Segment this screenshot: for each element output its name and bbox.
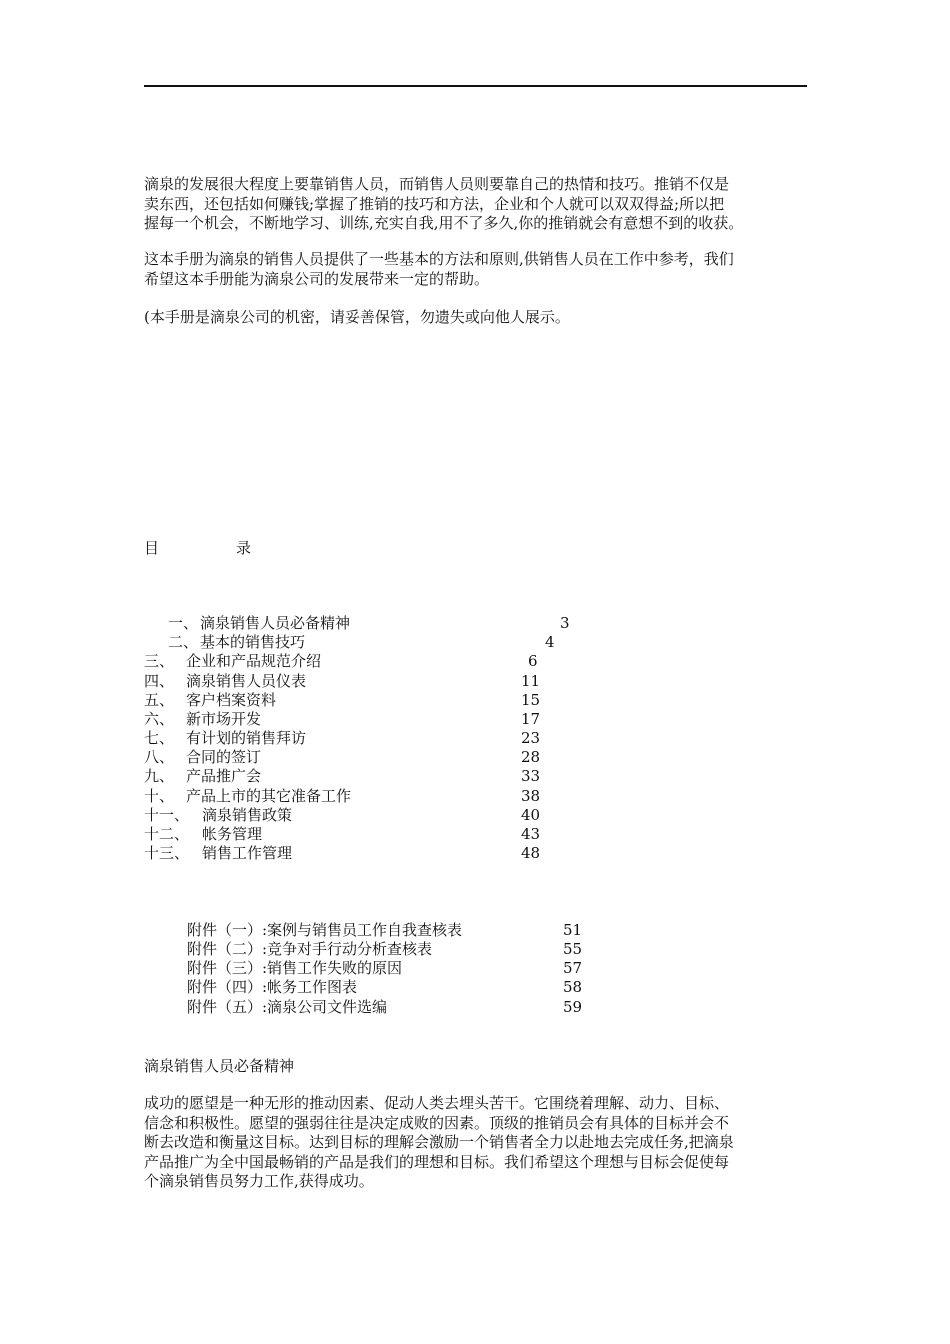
toc-entry-page: 17 (521, 710, 541, 728)
toc-heading-right: 录 (236, 539, 252, 557)
appendix-entry-page: 58 (563, 978, 583, 996)
text-line: 断去改造和衡量这目标。达到目标的理解会激励一个销售者全力以赴地去完成任务,把滴泉 (144, 1133, 734, 1151)
toc-entry-number: 十一、 (144, 806, 190, 824)
section-body (144, 1094, 816, 1192)
appendix-entry-title: 附件（三）:销售工作失败的原因 (187, 959, 403, 977)
toc-entry-title: 滴泉销售人员必备精神 (200, 614, 351, 632)
toc-entry-page: 33 (521, 767, 541, 785)
toc-entry-number: 三、 (144, 652, 175, 670)
toc-entry-number: 十、 (144, 787, 175, 805)
text-line: (本手册是滴泉公司的机密，请妥善保管，勿遗失或向他人展示。 (144, 308, 570, 326)
toc-heading (144, 537, 252, 558)
appendix-entry-title: 附件（五）:滴泉公司文件选编 (187, 998, 388, 1016)
intro-paragraph-1 (144, 175, 816, 234)
toc-entry-page: 28 (521, 748, 541, 766)
section-heading: 滴泉销售人员必备精神 (144, 1057, 295, 1075)
appendix-entry-title: 附件（一）:案例与销售员工作自我查核表 (187, 921, 463, 939)
header-rule (144, 85, 807, 87)
toc-entry-title: 产品推广会 (186, 767, 262, 785)
text-line: 卖东西，还包括如何赚钱;掌握了推销的技巧和方法，企业和个人就可以双双得益;所以把 (144, 194, 725, 213)
text-line: 希望这本手册能为滴泉公司的发展带来一定的帮助。 (144, 269, 490, 288)
toc-entry-number: 二、 (168, 633, 199, 651)
toc-entry-page: 23 (521, 729, 541, 747)
text-line: 个滴泉销售员努力工作,获得成功。 (144, 1172, 374, 1190)
toc-entry-page: 43 (521, 825, 541, 843)
toc-entry-number: 一、 (168, 614, 199, 632)
toc-entry-number: 十二、 (144, 825, 190, 843)
toc-entry-page: 38 (521, 787, 541, 805)
toc-entry-page: 15 (521, 691, 541, 709)
text-line: 滴泉的发展很大程度上要靠销售人员，而销售人员则要靠自己的热情和技巧。推销不仅是 (144, 175, 730, 193)
appendix-entry-page: 57 (563, 959, 583, 977)
appendix-entry-page: 51 (563, 921, 583, 939)
intro-paragraph-2 (144, 250, 816, 289)
toc-entry-title: 企业和产品规范介绍 (186, 652, 322, 670)
toc-entry-title: 有计划的销售拜访 (186, 729, 307, 747)
toc-entry-title: 合同的签订 (186, 748, 262, 766)
text-line: 信念和积极性。愿望的强弱往往是决定成败的因素。顶级的推销员会有具体的目标并会不 (144, 1113, 730, 1132)
confidential-notice (144, 308, 816, 328)
text-line: 这本手册为滴泉的销售人员提供了一些基本的方法和原则,供销售人员在工作中参考，我们 (144, 250, 734, 268)
appendix-entry-page: 55 (563, 940, 583, 958)
toc-heading-left: 目 (144, 539, 160, 557)
toc-entry-number: 四、 (144, 672, 175, 690)
appendix-entry-title: 附件（四）:帐务工作图表 (187, 978, 358, 996)
toc-entry-number: 七、 (144, 729, 175, 747)
toc-entry-page: 4 (545, 633, 555, 651)
toc-entry-page: 6 (528, 652, 538, 670)
toc-entry-page: 11 (521, 672, 541, 690)
text-line: 握每一个机会，不断地学习、训练,充实自我,用不了多久,你的推销就会有意想不到的收获。 (144, 214, 744, 232)
toc-entry-title: 滴泉销售政策 (202, 806, 293, 824)
text-line: 产品推广为全中国最畅销的产品是我们的理想和目标。我们希望这个理想与目标会促使每 (144, 1152, 730, 1171)
toc-entry-title: 帐务管理 (202, 825, 263, 843)
toc-entry-number: 十三、 (144, 844, 190, 862)
toc-entry-number: 五、 (144, 691, 175, 709)
appendix-entry-title: 附件（二）:竞争对手行动分析查核表 (187, 940, 433, 958)
toc-entry-title: 基本的销售技巧 (200, 633, 306, 651)
toc-entry-title: 销售工作管理 (202, 844, 293, 862)
toc-entry-page: 48 (521, 844, 541, 862)
toc-entry-number: 八、 (144, 748, 175, 766)
toc-entry-title: 新市场开发 (186, 710, 262, 728)
toc-entry-title: 滴泉销售人员仪表 (186, 672, 307, 690)
toc-entry-page: 3 (560, 614, 570, 632)
toc-entry-title: 产品上市的其它准备工作 (186, 787, 352, 805)
appendix-entry-page: 59 (563, 998, 583, 1016)
toc-entry-page: 40 (521, 806, 541, 824)
toc-entry-title: 客户档案资料 (186, 691, 277, 709)
text-line: 成功的愿望是一种无形的推动因素、促动人类去埋头苦干。它围绕着理解、动力、目标、 (144, 1094, 730, 1112)
toc-entry-number: 九、 (144, 767, 175, 785)
toc-entry-number: 六、 (144, 710, 175, 728)
